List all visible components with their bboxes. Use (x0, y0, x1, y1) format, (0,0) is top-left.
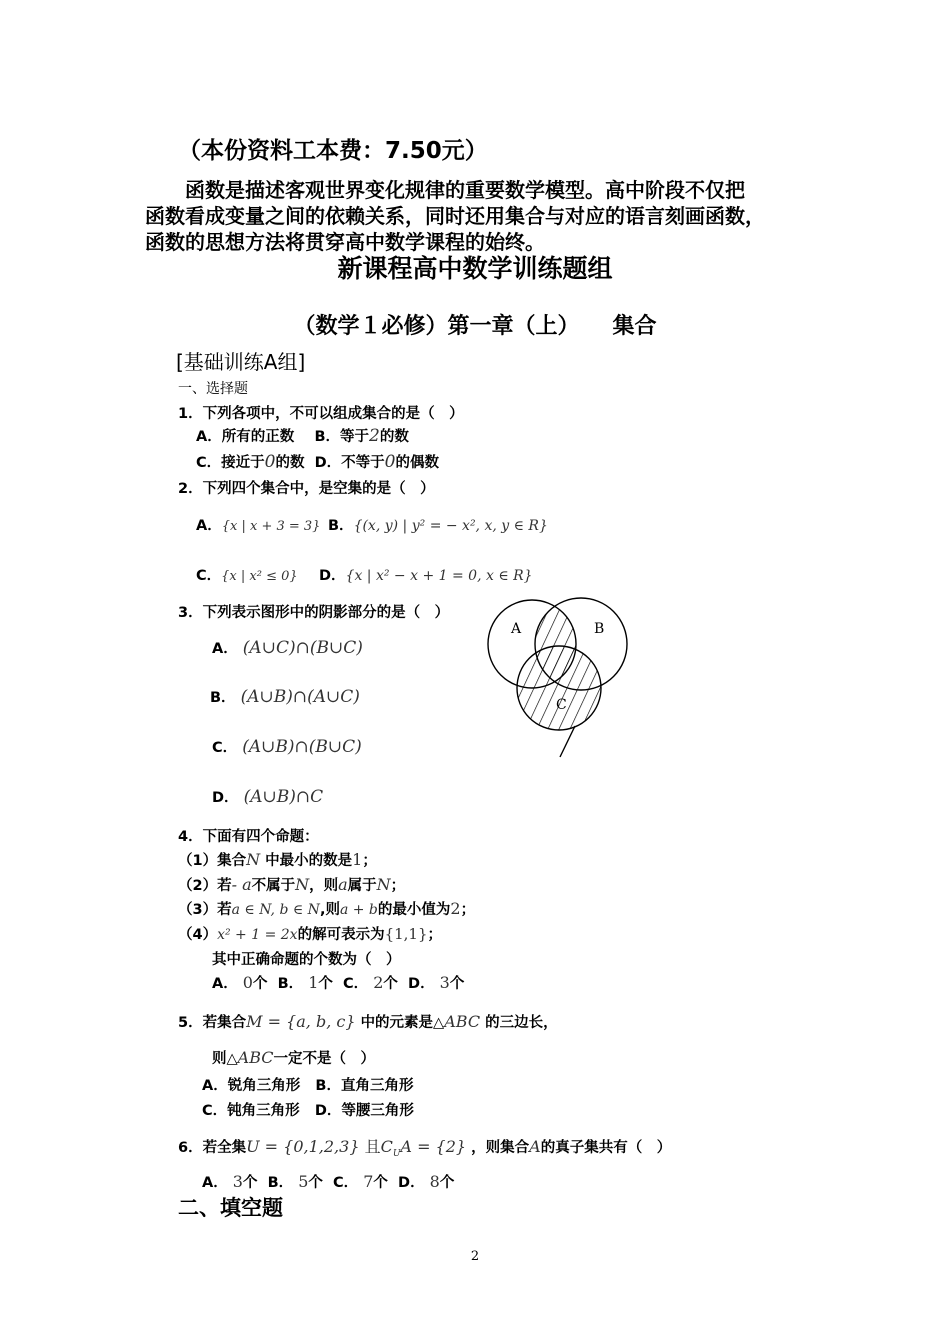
q2-option-b: B．{(x, y) | y² = − x², x, y ∈ R} (328, 518, 548, 534)
section-fill-heading: 二、填空题 (178, 1196, 283, 1220)
q4-stem: 4．下面有四个命题： (178, 829, 319, 845)
venn-label-b: B (594, 621, 605, 637)
q4-proposition-3: （3）若a ∈ N, b ∈ N,则a + b的最小值为2； (178, 899, 476, 918)
intro-line-3: 函数的思想方法将贯穿高中数学课程的始终。 (145, 230, 545, 254)
page-title: 新课程高中数学训练题组 (337, 254, 613, 283)
page-subtitle: （数学１必修）第一章（上） 集合 (293, 314, 657, 339)
q4-proposition-1: （1）集合N 中最小的数是1； (178, 850, 377, 869)
q2-stem: 2．下列四个集合中，是空集的是（ ） (178, 481, 435, 497)
section-choice-heading: 一、选择题 (178, 381, 248, 397)
venn-label-c: C (556, 697, 567, 713)
q5-options-cd: C．钝角三角形 D．等腰三角形 (202, 1103, 414, 1119)
q6-options: A． 3个 B． 5个 C． 7个 D． 8个 (202, 1172, 455, 1191)
q1-stem: 1．下列各项中，不可以组成集合的是（ ） (178, 406, 464, 422)
q3-option-b: B． (A∪B)∩(A∪C) (210, 687, 360, 707)
venn-diagram (480, 590, 640, 765)
q4-proposition-2: （2）若- a不属于N，则a属于N； (178, 875, 406, 894)
venn-pointer-line (560, 726, 575, 757)
q1-options-ab: A．所有的正数 B．等于2的数 (196, 426, 409, 446)
q3-stem: 3．下列表示图形中的阴影部分的是（ ） (178, 605, 450, 621)
q1-options-cd: C．接近于0的数 D．不等于0的偶数 (196, 452, 439, 472)
q5-question: 则△ABC一定不是（ ） (212, 1048, 376, 1067)
q2-option-a: A．{x | x + 3 = 3} (196, 518, 321, 534)
q5-stem: 5．若集合M = {a, b, c} 中的元素是△ABC 的三边长， (178, 1012, 558, 1031)
q4-proposition-4: （4）x² + 1 = 2x的解可表示为{1,1}； (178, 925, 443, 943)
q3-option-d: D． (A∪B)∩C (212, 787, 324, 807)
q5-options-ab: A．锐角三角形 B．直角三角形 (202, 1078, 414, 1094)
q2-option-c: C．{x | x² ≤ 0} (196, 568, 298, 584)
q3-option-c: C． (A∪B)∩(B∪C) (212, 737, 362, 757)
q3-option-a: A． (A∪C)∩(B∪C) (212, 638, 363, 658)
q2-option-d: D．{x | x² − x + 1 = 0, x ∈ R} (319, 568, 533, 584)
venn-label-a: A (511, 621, 522, 637)
group-heading: [基础训练A组] (176, 350, 306, 374)
q4-question: 其中正确命题的个数为（ ） (212, 952, 401, 968)
q4-options: A． 0个 B． 1个 C． 2个 D． 3个 (212, 973, 465, 992)
intro-line-1: 函数是描述客观世界变化规律的重要数学模型。高中阶段不仅把 (185, 178, 745, 202)
q6-stem: 6．若全集U = {0,1,2,3} 且$C_UA = \{2\}$ ，则集合A的真子集共有（ ） (178, 1137, 672, 1159)
intro-line-2: 函数看成变量之间的依赖关系，同时还用集合与对应的语言刻画函数， (145, 204, 765, 228)
page-number: 2 (470, 1249, 480, 1264)
fee-note: （本份资料工本费：7.50元） (178, 138, 488, 164)
